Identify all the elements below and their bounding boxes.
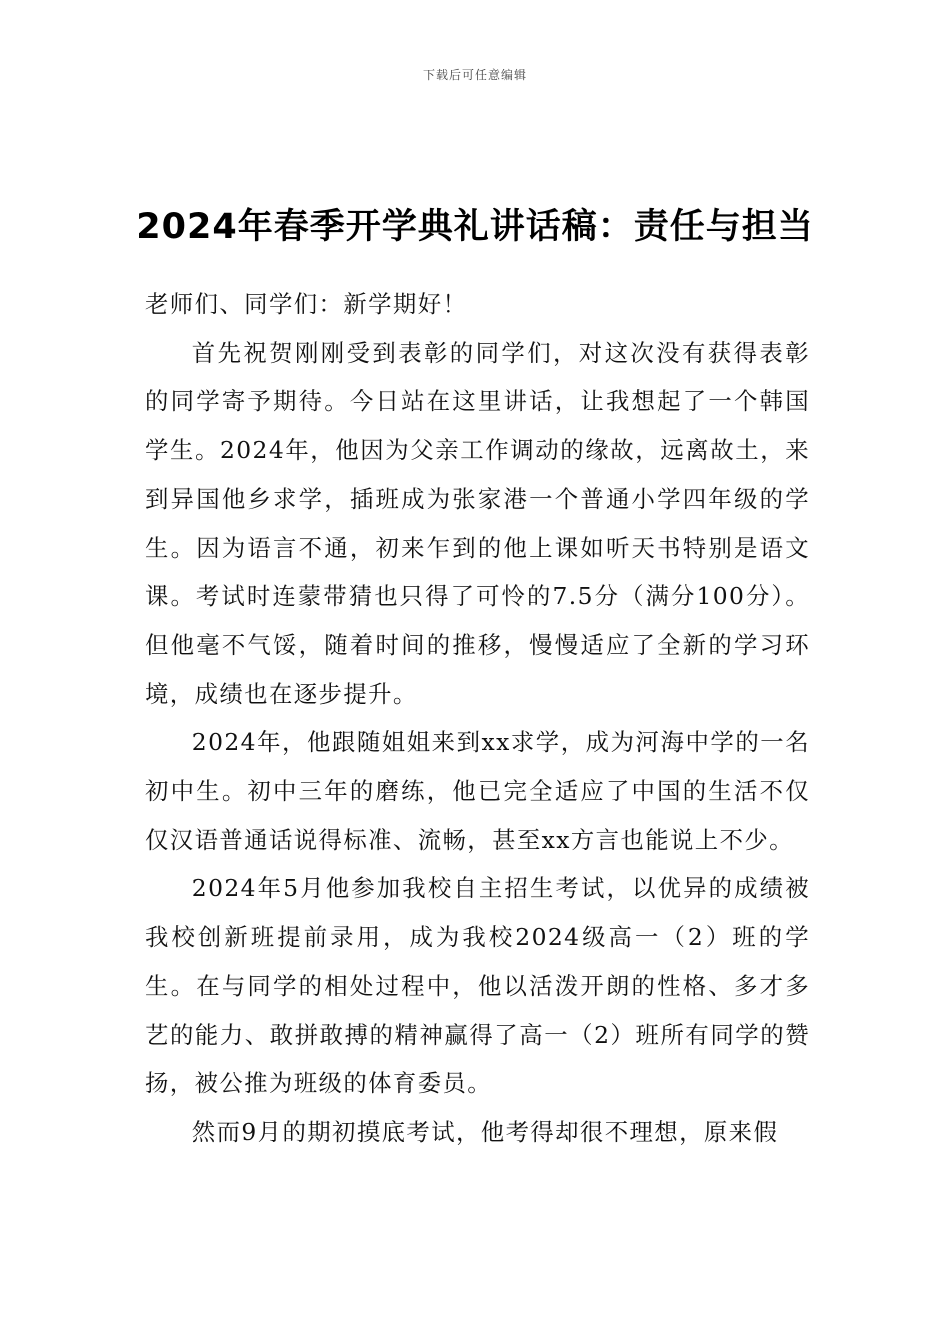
paragraph-3: 2024年5月他参加我校自主招生考试，以优异的成绩被我校创新班提前录用，成为我校2024级高一（2）班的学生。在与同学的相处过程中，他以活泼开朗的性格、多才多艺的能力、敢拼敢搏的精神赢得了高一（2）班所有同学的赞扬，被公推为班级的体育委员。 — [145, 874, 810, 1098]
paragraph-1: 首先祝贺刚刚受到表彰的同学们，对这次没有获得表彰的同学寄予期待。今日站在这里讲话，让我想起了一个韩国学生。2024年，他因为父亲工作调动的缘故，远离故土，来到异国他乡求学，插班成为张家港一个普通小学四年级的学生。因为语言不通，初来乍到的他上课如听天书特别是语文课。考试时连蒙带猜也只得了可怜的7.5分（满分100分）。但他毫不气馁，随着时间的推移，慢慢适应了全新的学习环境，成绩也在逐步提升。 — [145, 338, 810, 708]
document-title: 2024年春季开学典礼讲话稿：责任与担当 — [136, 207, 814, 248]
paragraph-2: 2024年，他跟随姐姐来到xx求学，成为河海中学的一名初中生。初中三年的磨练，他已完全适应了中国的生活不仅仅汉语普通话说得标准、流畅，甚至xx方言也能说上不少。 — [145, 728, 810, 854]
header-note: 下载后可任意编辑 — [422, 68, 527, 82]
document-body — [145, 280, 810, 1157]
greeting: 老师们、同学们：新学期好！ — [145, 290, 468, 318]
paragraph-4: 然而9月的期初摸底考试，他考得却很不理想，原来假 — [191, 1117, 779, 1146]
